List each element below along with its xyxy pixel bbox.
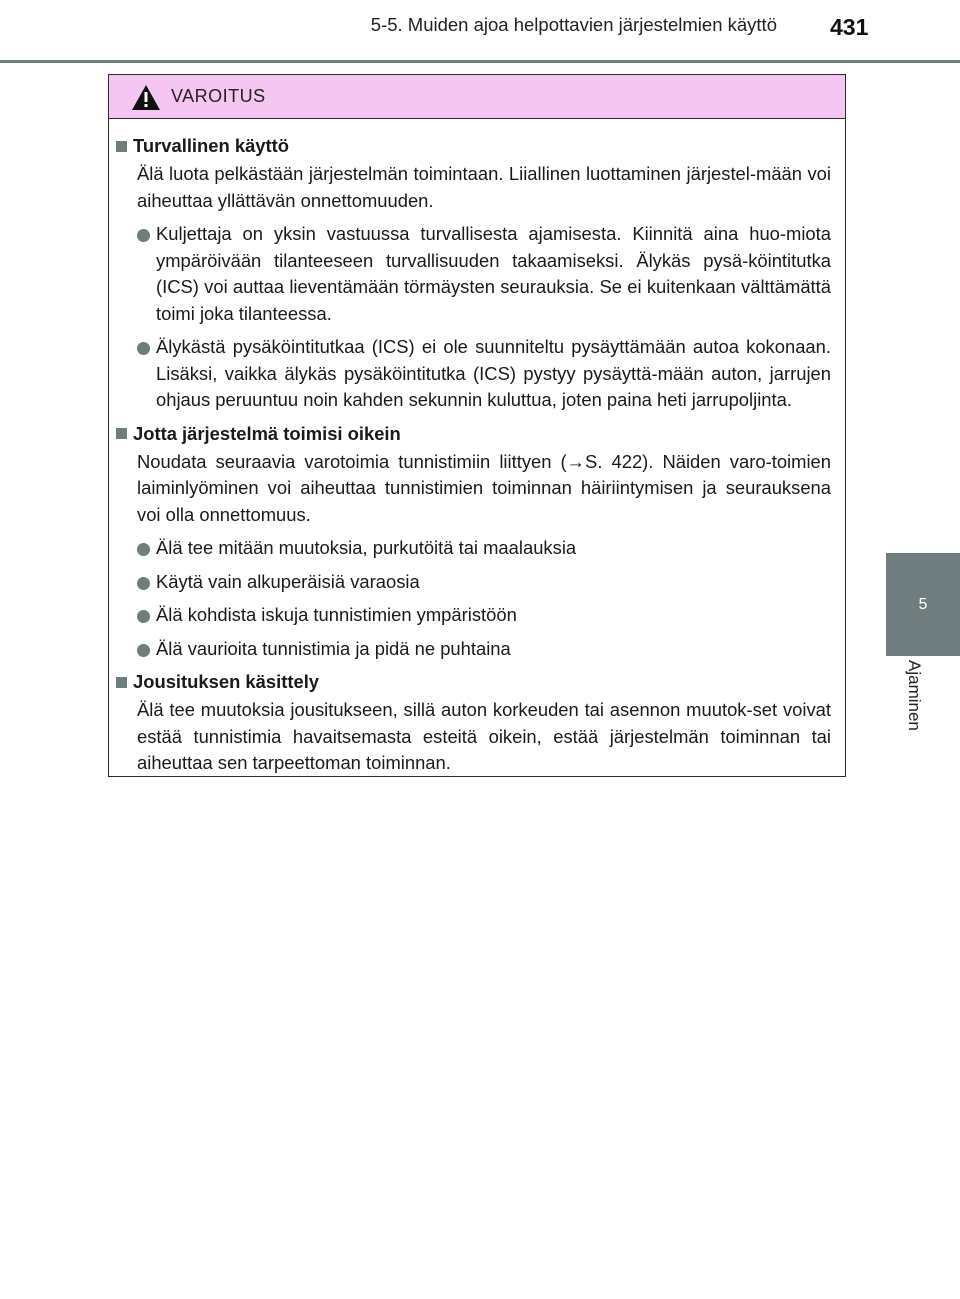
round-bullet-icon [137, 610, 150, 623]
bullet-text: Kuljettaja on yksin vastuussa turvallisesta ajamisesta. Kiinnitä aina huo-miota ympäröivään tilanteeseen turvallisuuden takaamiseksi. Älykäs pysä-köintitutka (ICS) voi auttaa lieventämään törmäysten seurauksia. Se ei kuitenkaan välttämättä toimi joka tilanteessa. [156, 223, 831, 324]
chapter-number: 5 [918, 596, 928, 613]
bullet-text: Älä kohdista iskuja tunnistimien ympäristöön [156, 604, 517, 625]
section-heading-text: Jotta järjestelmä toimisi oikein [133, 422, 401, 444]
bullet-text: Älykästä pysäköintitutkaa (ICS) ei ole suunniteltu pysäyttämään autoa kokonaan. Lisäksi, vaikka älykäs pysäköintitutka (ICS) pystyy pysäyttä-mään auton, jarrujen ohjaus peruuntuu noin kahden sekunnin kuluttua, joten paina heti jarrupoljinta. [156, 336, 831, 410]
chapter-tab [886, 553, 960, 656]
square-bullet-icon [116, 428, 127, 439]
round-bullet-icon [137, 644, 150, 657]
bullet-item [137, 569, 831, 596]
section-paragraph: Älä tee muutoksia jousitukseen, sillä auton korkeuden tai asennon muutok-set voivat estää tunnistimia havaitsemasta esteitä oikein, estää järjestelmän toiminnan tai aiheuttaa sen tarpeettoman toiminnan. [137, 699, 831, 773]
section-heading [116, 133, 831, 159]
round-bullet-icon [137, 543, 150, 556]
square-bullet-icon [116, 141, 127, 152]
round-bullet-icon [137, 342, 150, 355]
warning-header [109, 75, 845, 119]
round-bullet-icon [137, 229, 150, 242]
page-number: 431 [830, 14, 869, 40]
section-heading-text: Jousituksen käsittely [133, 671, 320, 692]
bullet-text: Käytä vain alkuperäisiä varaosia [156, 570, 420, 592]
section-paragraph: Älä luota pelkästään järjestelmän toimintaan. Liiallinen luottaminen järjestel-mään voi aiheuttaa yllättävän onnettomuuden. [137, 163, 831, 211]
section-title: 5-5. Muiden ajoa helpottavien järjestelmien käyttö [370, 14, 777, 35]
square-bullet-icon [116, 677, 127, 688]
warning-title: VAROITUS [171, 86, 266, 106]
warning-box [108, 74, 846, 777]
section-heading-text: Turvallinen käyttö [133, 135, 290, 156]
bullet-text: Älä vaurioita tunnistimia ja pidä ne puhtaina [156, 637, 511, 659]
bullet-item [137, 602, 831, 629]
chapter-label: Ajaminen [905, 660, 924, 731]
section-heading [116, 421, 831, 447]
section-heading [116, 669, 831, 695]
header-divider [0, 60, 960, 63]
bullet-item [137, 535, 831, 562]
bullet-item [137, 334, 831, 414]
warning-triangle-icon [131, 84, 161, 111]
bullet-item [137, 221, 831, 327]
section-paragraph: Noudata seuraavia varotoimia tunnistimiin liittyen (→S. 422). Näiden varo-toimien laiminlyöminen voi aiheuttaa tunnistimien toiminnan häiriintymisen ja seurauksena voi olla onnettomuus. [137, 450, 831, 525]
bullet-text: Älä tee mitään muutoksia, purkutöitä tai maalauksia [156, 537, 577, 558]
round-bullet-icon [137, 577, 150, 590]
bullet-item [137, 636, 831, 663]
warning-body [109, 119, 845, 777]
